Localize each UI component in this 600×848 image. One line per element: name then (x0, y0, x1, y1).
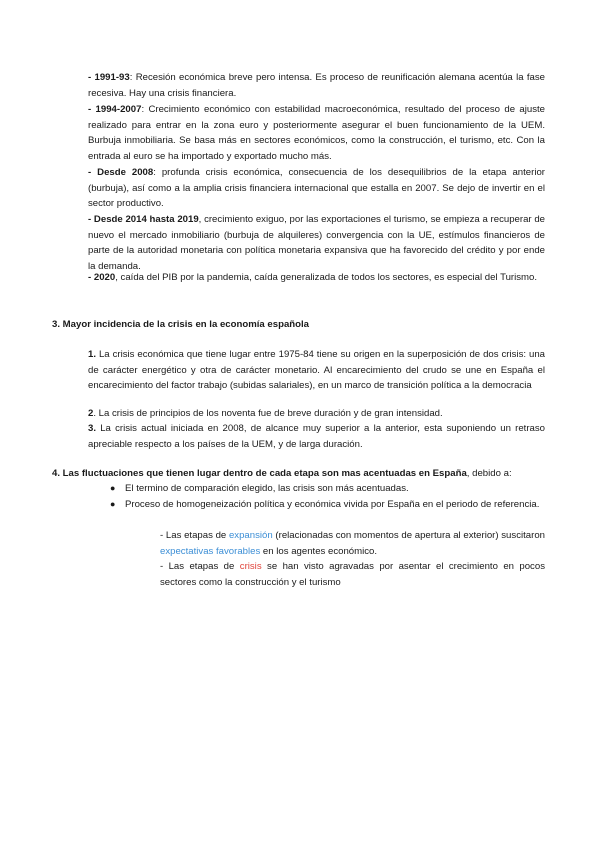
period-label: - 2020 (88, 272, 116, 283)
bullet-icon: ● (110, 499, 116, 509)
period-1994 (88, 102, 545, 164)
highlight-crisis: crisis (239, 561, 262, 572)
section-4-title-suffix: , debido a: (466, 468, 512, 479)
highlight-expectativas: expectativas favorables (160, 545, 261, 557)
period-text: , crecimiento exiguo, por las exportaciones el turismo, se empieza a recuperar de nuevo el mercado inmobiliario (burbuja de alquileres) convergencia con la UE, estímulos financieros de parte de la autoridad monetaria con política monetaria expansiva que ha favorecido del crédito y por ende la demanda. (88, 214, 546, 272)
period-label: - Desde 2014 hasta 2019 (88, 214, 199, 225)
period-2008 (88, 165, 545, 212)
period-2014 (88, 212, 545, 274)
section-4-bullet-1: El termino de comparación elegido, las crisis son más acentuadas. (125, 483, 409, 494)
item-text: La crisis económica que tiene lugar entre 1975-84 tiene su origen en la superposición de dos crisis: una de carácter energético y otra de carácter monetario. Al encarecimiento del crudo se une en España el encarecimiento del factor trabajo (subidas salariales), en un marco de transición política a la democracia (88, 349, 545, 392)
sub-text: en los agentes económico. (260, 545, 378, 557)
highlight-expansion: expansión (228, 530, 273, 541)
period-text: , caída del PIB por la pandemia, caída generalizada de todos los sectores, es especial del Turismo. (115, 272, 538, 283)
sub-text: - Las etapas de (160, 530, 229, 541)
period-1991 (88, 70, 545, 101)
bullet-icon: ● (110, 483, 116, 493)
item-number: 1. (88, 349, 97, 360)
section-3-item-3 (88, 421, 545, 452)
section-4-title: 4. Las fluctuaciones que tienen lugar dentro de cada etapa son mas acentuadas en España (52, 468, 467, 479)
item-text: La crisis actual iniciada en 2008, de alcance muy superior a la anterior, esta suponiendo un retraso apreciable respecto a los países de la UEM, y de larga duración. (88, 423, 545, 450)
period-2020 (88, 270, 545, 286)
sub-text: se han visto agravadas por asentar el crecimiento en pocos sectores como la construcción y el turismo (160, 561, 545, 588)
section-4-sub-expansion (160, 528, 545, 559)
section-4-bullet-2: Proceso de homogeneización política y económica vivida por España en el periodo de referencia. (125, 499, 540, 510)
item-number: 2 (88, 408, 94, 419)
period-label: - 1991-93 (88, 72, 130, 83)
section-3-item-2 (88, 406, 545, 422)
item-number: 3. (88, 423, 97, 434)
sub-text: - Las etapas de (160, 561, 240, 572)
period-text: : Crecimiento económico con estabilidad macroeconómica, resultado del proceso de ajuste realizado para entrar en la zona euro y posteriormente asegurar el buen funcionamiento de la UEM. Burbuja inmobiliaria. Se basa más en sectores económicos, como la construcción, el turismo, etc. Con la entrada al euro se ha importado y exportado mucho más. (88, 104, 545, 162)
period-text: : profunda crisis económica, consecuencia de los desequilibrios de la etapa anterior (burbuja), así como a la amplia crisis financiera internacional que estalla en 2007. Se dejo de invertir en el sector productivo. (88, 167, 545, 210)
section-4-heading (52, 466, 552, 481)
section-3-heading: 3. Mayor incidencia de la crisis en la economía española (52, 319, 310, 330)
period-text: : Recesión económica breve pero intensa. Es proceso de reunificación alemana acentúa la fase recesiva. Hay una crisis financiera. (88, 72, 545, 99)
period-label: - Desde 2008 (88, 167, 154, 178)
sub-text: (relacionadas con momentos de apertura al exterior) suscitaron (272, 530, 545, 541)
section-3-item-1 (88, 347, 545, 394)
period-label: - 1994-2007 (88, 104, 142, 115)
section-4-sub-crisis (160, 559, 545, 590)
item-text: . La crisis de principios de los noventa fue de breve duración y de gran intensidad. (93, 408, 443, 419)
